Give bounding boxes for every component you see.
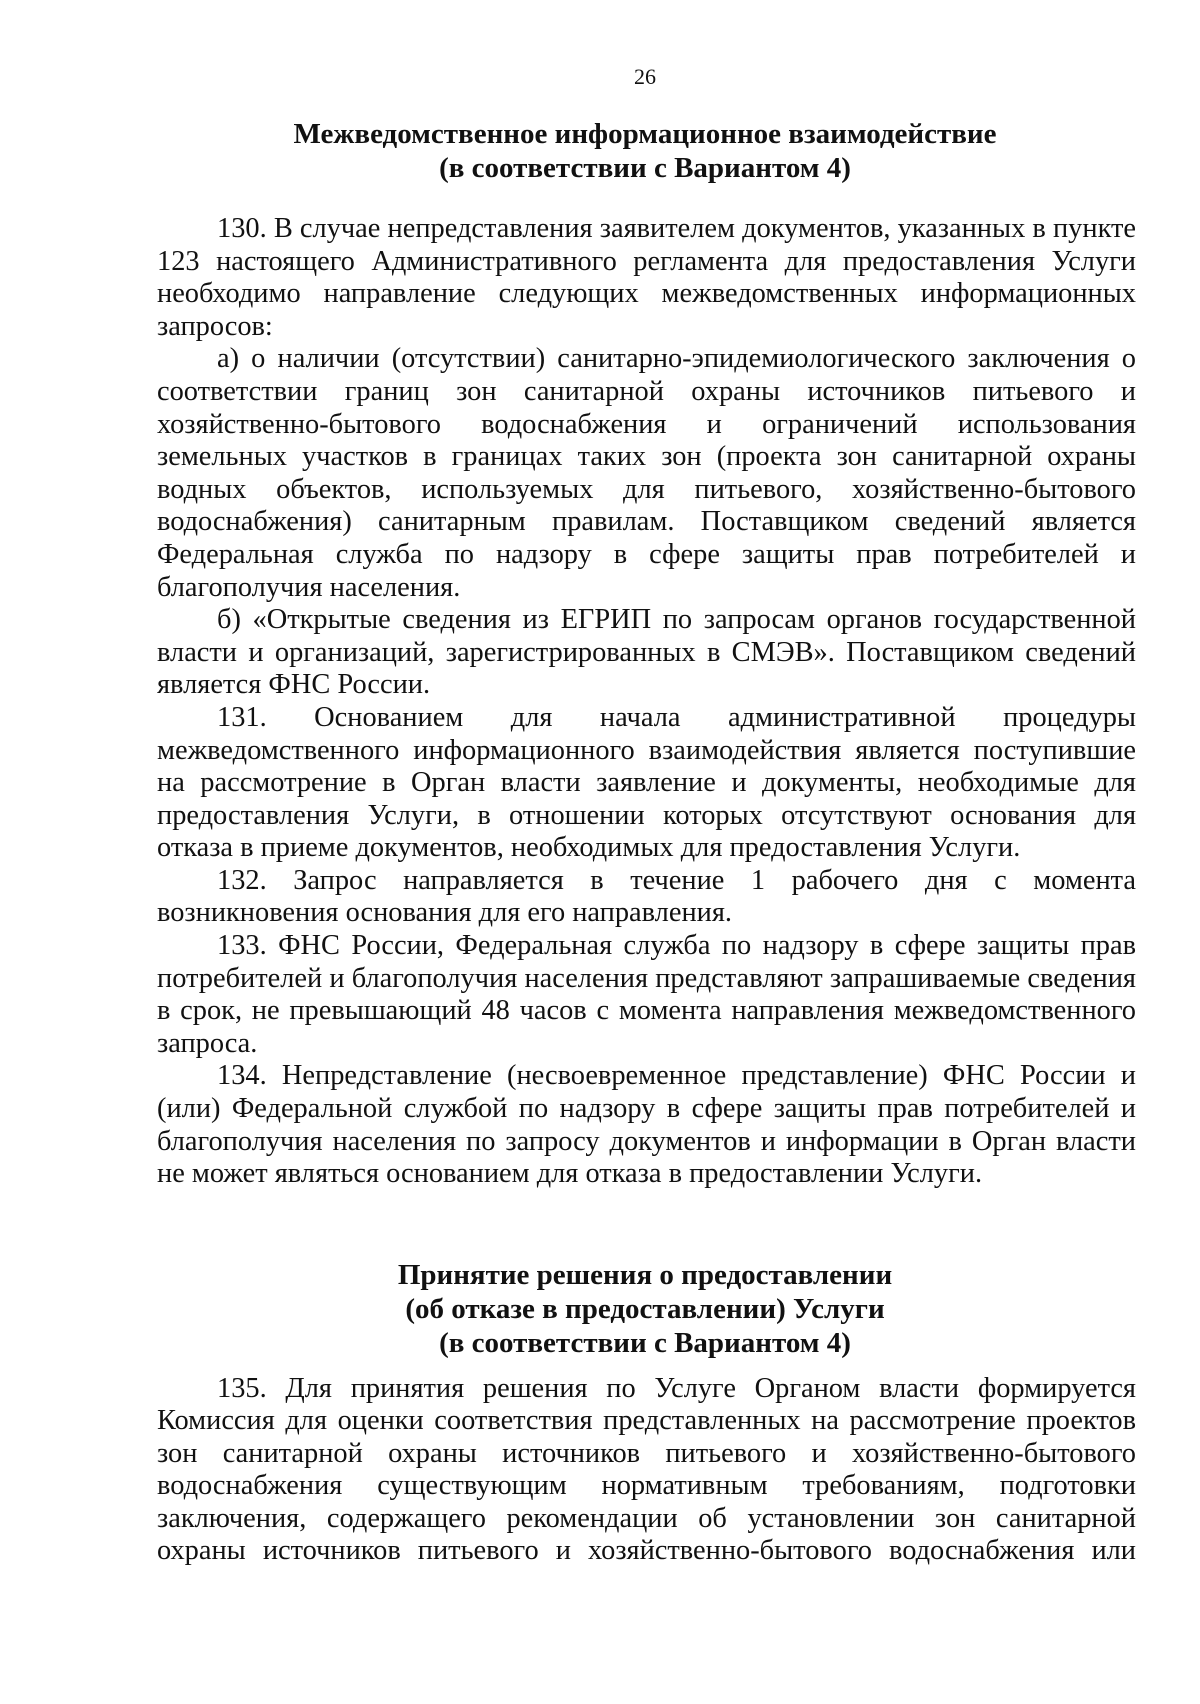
section-body-decision bbox=[157, 1373, 1136, 1567]
section-body-interagency bbox=[157, 213, 1136, 1191]
section-heading-line: (об отказе в предоставлении) Услуги bbox=[405, 1293, 885, 1325]
paragraph-134: 134. Непредставление (несвоевременное представление) ФНС России и (или) Федеральной службой по надзору в сфере защиты прав потребителей и благополучия населения по запросу документов и информации в Орган власти не может являться основанием для отказа в предоставлении Услуги. bbox=[157, 1060, 1136, 1190]
page-number: 26 bbox=[634, 64, 656, 89]
section-heading-interagency bbox=[0, 117, 1200, 185]
section-heading-decision bbox=[0, 1258, 1200, 1360]
section-heading-line: Принятие решения о предоставлении bbox=[397, 1259, 893, 1291]
paragraph-130: 130. В случае непредставления заявителем документов, указанных в пункте 123 настоящего Административного регламента для предоставления Услуги необходимо направление следующих межведомственных информационных запросов: bbox=[157, 213, 1136, 342]
paragraph-135: 135. Для принятия решения по Услуге Органом власти формируется Комиссия для оценки соответствия представленных на рассмотрение проектов зон санитарной охраны источников питьевого и хозяйственно-бытового водоснабжения существующим нормативным требованиям, подготовки заключения, содержащего рекомендации об установлении зон санитарной охраны источников питьевого и хозяйственно-бытового водоснабжения или bbox=[157, 1373, 1136, 1567]
section-heading-line: (в соответствии с Вариантом 4) bbox=[439, 152, 851, 184]
paragraph-130-a: а) о наличии (отсутствии) санитарно-эпидемиологического заключения о соответствии границ зон санитарной охраны источников питьевого и хозяйственно-бытового водоснабжения и ограничений использования земельных участков в границах таких зон (проекта зон санитарной охраны водных объектов, используемых для питьевого, хозяйственно-бытового водоснабжения) санитарным правилам. Поставщиком сведений является Федеральная служба по надзору в сфере защиты прав потребителей и благополучия населения. bbox=[157, 343, 1136, 603]
paragraph-133: 133. ФНС России, Федеральная служба по надзору в сфере защиты прав потребителей и благополучия населения представляют запрашиваемые сведения в срок, не превышающий 48 часов с момента направления межведомственного запроса. bbox=[157, 930, 1136, 1059]
section-heading-line: Межведомственное информационное взаимодействие bbox=[293, 118, 997, 150]
paragraph-130-b: б) «Открытые сведения из ЕГРИП по запросам органов государственной власти и организаций, зарегистрированных в СМЭВ». Поставщиком сведений является ФНС России. bbox=[157, 604, 1136, 701]
paragraph-131: 131. Основанием для начала административной процедуры межведомственного информационного взаимодействия является поступившие на рассмотрение в Орган власти заявление и документы, необходимые для предоставления Услуги, в отношении которых отсутствуют основания для отказа в приеме документов, необходимых для предоставления Услуги. bbox=[157, 701, 1136, 864]
section-heading-line: (в соответствии с Вариантом 4) bbox=[439, 1327, 851, 1359]
paragraph-132: 132. Запрос направляется в течение 1 рабочего дня с момента возникновения основания для его направления. bbox=[157, 864, 1136, 929]
